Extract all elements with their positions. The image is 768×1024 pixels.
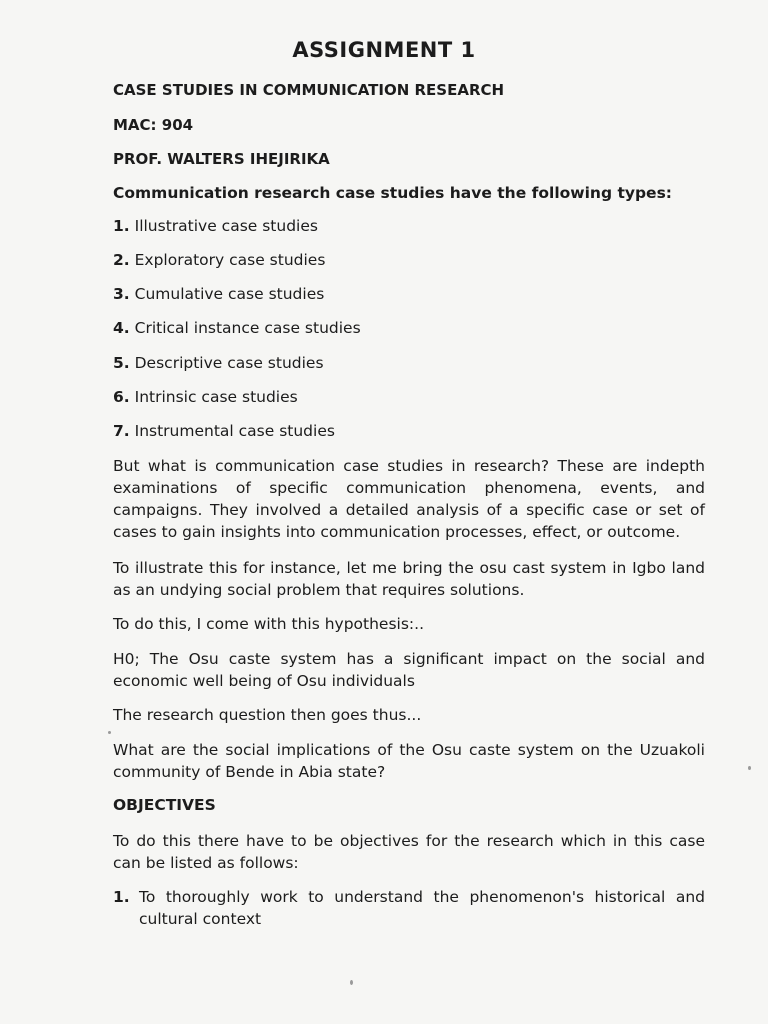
type-item-3 [113,284,324,304]
type-item-5 [113,353,324,373]
paragraph-research-question: What are the social implications of the Osu caste system on the Uzuakoli community of Bende in Abia state? [113,741,705,781]
scan-speck [108,731,111,734]
type-item-6 [113,387,298,407]
paragraph-research-question-intro: The research question then goes thus... [113,706,422,724]
objective-text: To thoroughly work to understand the phenomenon's historical and cultural context [139,888,705,928]
scan-speck [748,766,751,770]
types-heading: Communication research case studies have the following types: [113,184,672,202]
type-item-1 [113,216,318,236]
type-text: Intrinsic case studies [134,388,298,406]
paragraph-definition: But what is communication case studies in research? These are indepth examinations of specific communication phenomena, events, and campaigns. They involved a detailed analysis of a specific case or set of cases to gain insights into communication processes, effect, or outcome. [113,457,705,541]
type-number: 5. [113,354,130,372]
paragraph-hypothesis: H0; The Osu caste system has a significant impact on the social and economic well being of Osu individuals [113,650,705,690]
course-title: CASE STUDIES IN COMMUNICATION RESEARCH [113,81,505,99]
type-text: Exploratory case studies [134,251,326,269]
type-number: 1. [113,217,130,235]
type-text: Critical instance case studies [134,319,361,337]
type-text: Illustrative case studies [134,217,318,235]
paragraph-illustration: To illustrate this for instance, let me bring the osu cast system in Igbo land as an undying social problem that requires solutions. [113,559,705,599]
objectives-heading: OBJECTIVES [113,796,216,814]
document-title: ASSIGNMENT 1 [292,38,476,62]
type-number: 3. [113,285,130,303]
type-text: Descriptive case studies [134,354,324,372]
objective-item-1 [113,886,705,930]
type-item-2 [113,250,325,270]
scan-speck [350,980,353,985]
type-text: Cumulative case studies [134,285,325,303]
type-number: 2. [113,251,130,269]
type-number: 4. [113,319,130,337]
objective-number: 1. [113,888,130,906]
type-text: Instrumental case studies [134,422,335,440]
type-number: 6. [113,388,130,406]
type-number: 7. [113,422,130,440]
type-item-4 [113,318,361,338]
type-item-7 [113,421,335,441]
lecturer-name: PROF. WALTERS IHEJIRIKA [113,150,330,168]
objectives-intro: To do this there have to be objectives for the research which in this case can be listed as follows: [113,832,705,872]
paragraph-hypothesis-intro: To do this, I come with this hypothesis:.. [113,615,425,633]
course-code: MAC: 904 [113,116,194,134]
